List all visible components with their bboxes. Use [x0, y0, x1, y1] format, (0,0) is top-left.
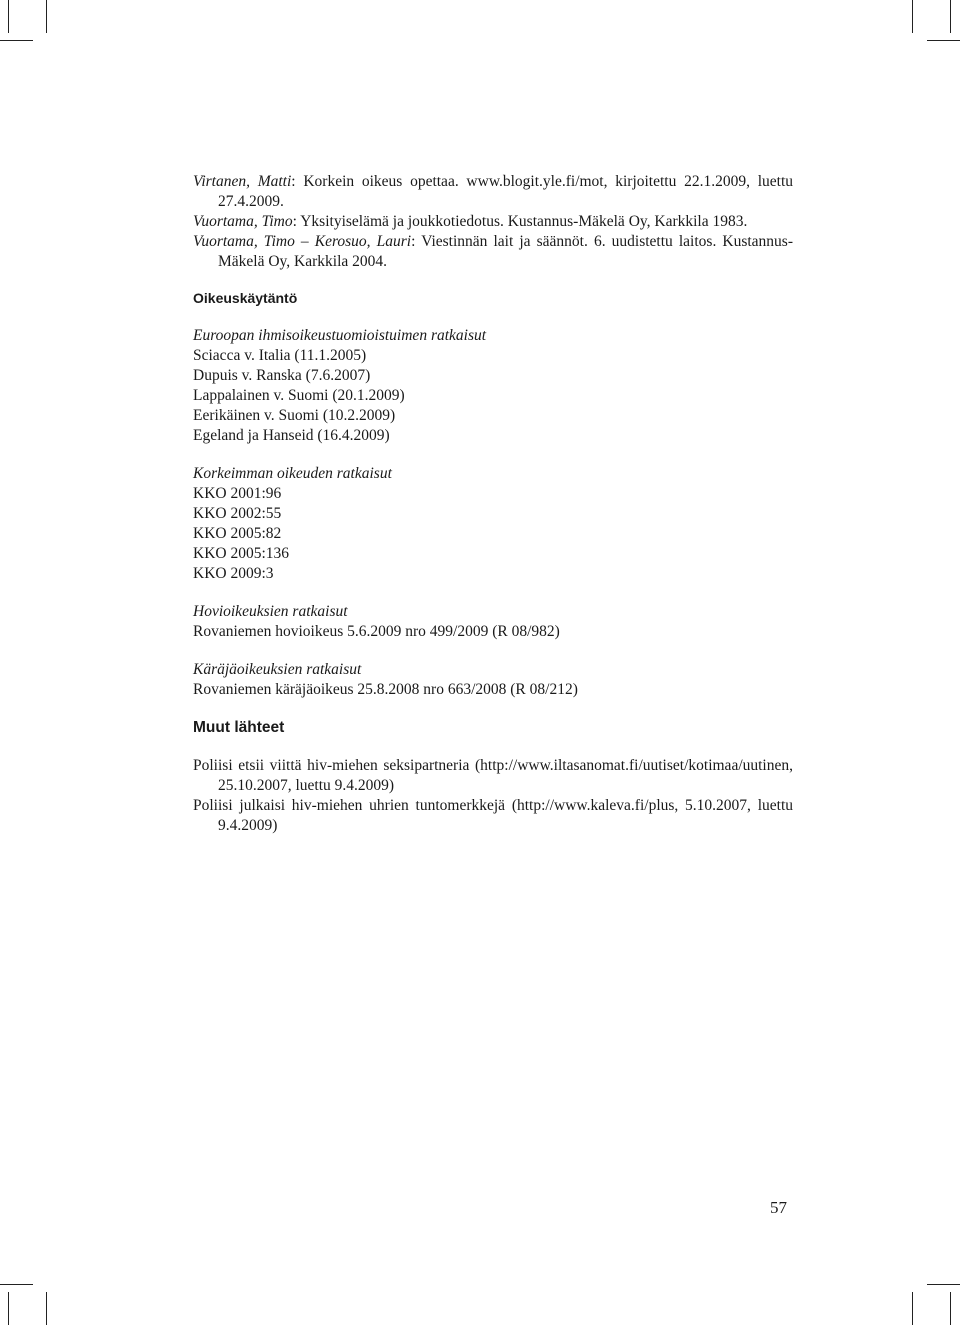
reference-item	[193, 232, 793, 272]
crop-mark-bottom-left-v1	[8, 1292, 9, 1325]
reference-item	[193, 212, 793, 232]
reference-text: : Viestinnän lait ja säännöt. 6. uudistettu laitos. Kustannus-Mäkelä Oy, Karkkila 2004.	[218, 233, 793, 270]
district-court-section	[193, 660, 793, 700]
reference-text: : Korkein oikeus opettaa. www.blogit.yle.fi/mot, kirjoitettu 22.1.2009, luettu 27.4.2009.	[218, 173, 793, 210]
supreme-court-section	[193, 464, 793, 584]
case-item: KKO 2009:3	[193, 565, 274, 582]
crop-mark-top-left-v2	[46, 0, 47, 33]
case-item: KKO 2005:136	[193, 545, 290, 562]
crop-mark-bottom-right-v1	[912, 1292, 913, 1325]
case-item: Sciacca v. Italia (11.1.2005)	[193, 347, 367, 364]
crop-mark-bottom-left-v2	[46, 1292, 47, 1325]
source-item: Poliisi julkaisi hiv-miehen uhrien tuntomerkkejä (http://www.kaleva.fi/plus, 5.10.2007, luettu 9.4.2009)	[193, 797, 793, 834]
crop-mark-bottom-right-h	[927, 1284, 960, 1285]
reference-item	[193, 172, 793, 212]
crop-mark-top-left-h	[0, 40, 33, 41]
subsection-title: Käräjäoikeuksien ratkaisut	[193, 661, 362, 678]
case-item: Egeland ja Hanseid (16.4.2009)	[193, 427, 390, 444]
subsection-title: Hovioikeuksien ratkaisut	[193, 603, 348, 620]
echr-section	[193, 326, 793, 446]
crop-mark-top-right-v2	[950, 0, 951, 33]
section-heading-other-sources: Muut lähteet	[193, 719, 285, 736]
case-item: Rovaniemen hovioikeus 5.6.2009 nro 499/2009 (R 08/982)	[193, 623, 560, 640]
crop-mark-top-left-v1	[8, 0, 9, 33]
section-heading-case-law: Oikeuskäytäntö	[193, 290, 298, 306]
reference-author: Virtanen, Matti	[193, 173, 292, 190]
crop-mark-bottom-right-v2	[950, 1292, 951, 1325]
appeal-court-section	[193, 602, 793, 642]
case-item: KKO 2001:96	[193, 485, 282, 502]
page-content	[193, 172, 793, 836]
reference-author: Vuortama, Timo – Kerosuo, Lauri	[193, 233, 412, 250]
crop-mark-bottom-left-h	[0, 1284, 33, 1285]
source-item: Poliisi etsii viittä hiv-miehen seksipartneria (http://www.iltasanomat.fi/uutiset/kotimaa/uutinen, 25.10.2007, luettu 9.4.2009)	[193, 757, 793, 794]
subsection-title: Korkeimman oikeuden ratkaisut	[193, 465, 392, 482]
case-item: KKO 2002:55	[193, 505, 282, 522]
crop-mark-top-right-h	[927, 40, 960, 41]
reference-list	[193, 172, 793, 272]
case-item: Eerikäinen v. Suomi (10.2.2009)	[193, 407, 396, 424]
case-item: KKO 2005:82	[193, 525, 282, 542]
reference-text: : Yksityiselämä ja joukkotiedotus. Kustannus-Mäkelä Oy, Karkkila 1983.	[292, 213, 748, 230]
subsection-title: Euroopan ihmisoikeustuomioistuimen ratkaisut	[193, 327, 487, 344]
other-sources-list	[193, 756, 793, 836]
reference-author: Vuortama, Timo	[193, 213, 293, 230]
case-item: Rovaniemen käräjäoikeus 25.8.2008 nro 663/2008 (R 08/212)	[193, 681, 578, 698]
case-item: Dupuis v. Ranska (7.6.2007)	[193, 367, 371, 384]
case-item: Lappalainen v. Suomi (20.1.2009)	[193, 387, 405, 404]
page-number: 57	[770, 1198, 787, 1217]
crop-mark-top-right-v1	[912, 0, 913, 33]
